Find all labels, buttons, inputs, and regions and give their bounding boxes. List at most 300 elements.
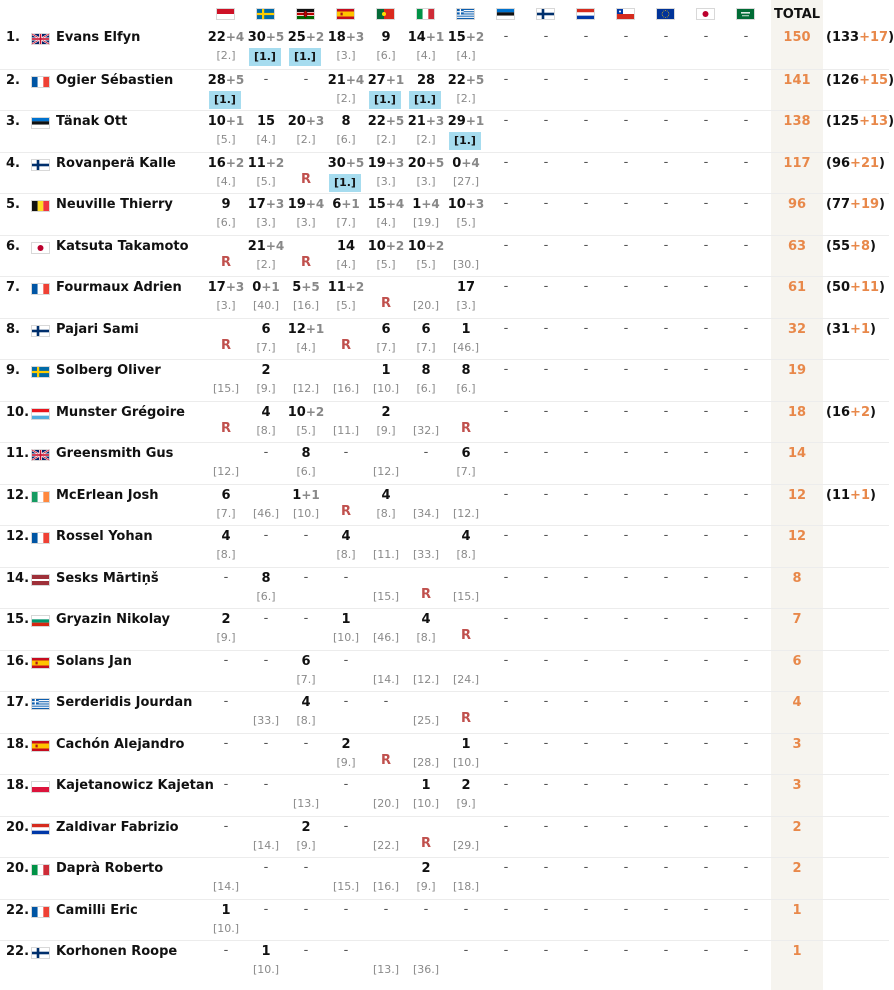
rally-result-cell (406, 775, 446, 815)
rally-result-cell (486, 941, 526, 981)
rally-result-cell (446, 153, 486, 193)
rally-result-cell (246, 360, 286, 400)
rally-result-cell (726, 443, 766, 483)
driver-name[interactable]: Fourmaux Adrien (56, 280, 182, 295)
base-points: 55 (831, 238, 851, 254)
finish-position: [25.] (412, 714, 440, 727)
driver-name[interactable]: Solans Jan (56, 653, 132, 669)
finish-position: [9.] (216, 631, 236, 644)
points-value: 1 (341, 612, 351, 627)
total-points: 61 (787, 280, 807, 295)
rally-result-cell (566, 360, 606, 400)
rally-result-cell (206, 858, 246, 898)
driver-position: 7. (6, 280, 20, 295)
no-result-dash: - (583, 777, 589, 792)
nationality-flag-icon (31, 532, 50, 544)
rally-result-cell (326, 900, 366, 940)
rally-result-cell (606, 858, 646, 898)
no-result-dash: - (503, 237, 509, 253)
rally-points (406, 156, 446, 171)
points-value: 10 (367, 238, 386, 254)
no-result-dash: - (623, 818, 629, 834)
no-result-dash: - (583, 403, 589, 419)
no-result-dash: - (743, 694, 749, 709)
rally-result-cell (646, 27, 686, 67)
no-result-dash: - (703, 486, 709, 502)
table-row (0, 857, 889, 899)
no-result-dash: - (343, 943, 349, 958)
rally-points (446, 446, 486, 461)
driver-name[interactable]: Tänak Ott (56, 114, 128, 129)
points-value: 4 (381, 487, 391, 503)
rally-result-cell (566, 194, 606, 234)
rally-points (366, 114, 406, 129)
points-value: 30 (327, 155, 346, 171)
no-result-dash: - (703, 113, 709, 128)
no-result-dash: - (263, 652, 269, 668)
total-points: 3 (792, 778, 802, 793)
driver-name[interactable]: Katsuta Takamoto (56, 238, 189, 254)
nationality-flag-icon (31, 657, 50, 669)
finish-position: [2.] (256, 257, 276, 271)
no-result-dash: - (583, 818, 589, 834)
rally-points (206, 156, 246, 171)
rally-points (326, 529, 366, 544)
finish-position: [7.] (296, 672, 316, 686)
rally-result-cell (406, 651, 446, 691)
points-value: 29 (447, 114, 466, 129)
rally-result-cell (526, 609, 566, 649)
sweden-rally-flag-icon[interactable] (256, 8, 275, 20)
rally-result-cell (206, 319, 246, 359)
no-result-dash: - (503, 154, 509, 170)
rally-result-cell (286, 941, 326, 981)
rally-result-cell (366, 692, 406, 732)
no-result-dash: - (703, 818, 709, 834)
no-result-dash: - (583, 860, 589, 875)
points-value: 6 (221, 487, 231, 503)
retired-marker: R (380, 296, 391, 311)
no-result-dash: - (743, 611, 749, 626)
rally-result-cell (406, 568, 446, 608)
driver-name[interactable]: Sesks Mārtiņš (56, 570, 159, 586)
rally-points (326, 239, 366, 254)
total-points: 2 (792, 819, 802, 835)
greece-rally-flag-icon[interactable] (456, 8, 475, 20)
rally-result-cell (406, 27, 446, 67)
rally-result-cell (566, 900, 606, 940)
bonus-total: +1 (850, 487, 870, 503)
rally-result-cell (566, 734, 606, 774)
total-points: 18 (787, 404, 807, 420)
rally-points (326, 156, 366, 171)
rally-result-cell (646, 775, 686, 815)
rally-result-cell (686, 111, 726, 151)
breakdown-close-paren: ) (879, 197, 885, 212)
no-result-dash: - (543, 735, 549, 751)
bonus-points: +2 (425, 238, 445, 253)
no-result-dash: - (743, 403, 749, 419)
driver-name[interactable]: Evans Elfyn (56, 30, 141, 45)
no-result-dash: - (703, 237, 709, 253)
points-value: 20 (407, 155, 426, 171)
rally-points (246, 322, 286, 337)
rally-result-cell (326, 485, 366, 525)
rally-result-cell (326, 319, 366, 359)
nationality-flag-icon (31, 574, 50, 586)
rally-result-cell (606, 526, 646, 566)
no-result-dash: - (583, 154, 589, 170)
driver-name[interactable]: Ogier Sébastien (56, 72, 174, 88)
finish-position: [3.] (336, 49, 356, 62)
rally-result-cell (606, 236, 646, 276)
rally-points (326, 73, 366, 88)
no-result-dash: - (663, 320, 669, 336)
rally-result-cell (606, 900, 646, 940)
bonus-points: +3 (425, 114, 445, 128)
rally-points (366, 156, 406, 171)
points-value: 2 (381, 404, 391, 420)
finish-position: [24.] (452, 672, 480, 686)
bonus-points: +4 (461, 155, 480, 170)
bonus-points: +5 (345, 155, 365, 170)
driver-name[interactable]: Korhonen Roope (56, 944, 178, 959)
bonus-points: +5 (385, 114, 405, 128)
no-result-dash: - (663, 818, 669, 834)
finish-position: [4.] (416, 49, 436, 62)
rally-result-cell (206, 941, 246, 981)
finish-position: [6.] (256, 589, 276, 603)
rally-result-cell (206, 111, 246, 151)
bonus-total: +8 (850, 238, 870, 254)
nationality-flag-icon (31, 408, 50, 420)
rally-result-cell (606, 734, 646, 774)
total-points: 19 (787, 363, 807, 378)
rally-points (366, 488, 406, 503)
total-points: 63 (787, 238, 807, 254)
no-result-dash: - (623, 528, 629, 543)
no-result-dash: - (743, 528, 749, 543)
points-value: 5 (292, 280, 302, 295)
no-result-dash: - (663, 777, 669, 792)
points-breakdown (826, 73, 894, 88)
base-points: 77 (831, 197, 851, 212)
no-result-dash: - (503, 569, 509, 585)
points-value: 21 (327, 72, 346, 88)
rally-result-cell (606, 692, 646, 732)
rally-result-cell (646, 609, 686, 649)
italy-rally-flag-icon[interactable] (416, 8, 435, 20)
driver-name[interactable]: Kajetanowicz Kajetan (56, 778, 214, 793)
driver-position: 8. (6, 321, 20, 337)
table-row (0, 401, 889, 443)
finish-position: [10.] (292, 506, 320, 520)
estonia-rally-flag-icon[interactable] (496, 8, 515, 20)
finish-position: [11.] (332, 423, 360, 437)
points-value: 11 (247, 155, 266, 171)
no-result-dash: - (223, 943, 229, 958)
no-result-dash: - (543, 901, 549, 917)
rally-result-cell (686, 692, 726, 732)
finish-position: [46.] (252, 506, 280, 520)
nationality-flag-icon (31, 325, 50, 337)
driver-name[interactable]: Gryazin Nikolay (56, 612, 170, 627)
monaco-rally-flag-icon[interactable] (216, 8, 235, 20)
rally-result-cell (526, 70, 566, 110)
points-value: 8 (261, 570, 271, 586)
total-points: 2 (792, 861, 802, 876)
rally-result-cell (406, 858, 446, 898)
nationality-flag-icon (31, 366, 50, 378)
driver-name[interactable]: McErlean Josh (56, 487, 159, 503)
rally-result-cell (566, 70, 606, 110)
rally-result-cell (606, 651, 646, 691)
no-result-dash: - (503, 528, 509, 543)
no-result-dash: - (383, 694, 389, 709)
base-points: 125 (831, 114, 860, 129)
driver-name[interactable]: Daprà Roberto (56, 861, 164, 876)
no-result-dash: - (583, 735, 589, 751)
points-value: 30 (247, 30, 266, 45)
nationality-flag-icon (31, 159, 50, 171)
no-result-dash: - (503, 611, 509, 626)
points-value: 19 (287, 197, 306, 212)
finish-position: [8.] (376, 506, 396, 520)
retired-marker: R (380, 752, 391, 768)
driver-name[interactable]: Neuville Thierry (56, 197, 173, 212)
rally-result-cell (486, 360, 526, 400)
chile-rally-flag-icon[interactable] (616, 8, 635, 20)
rally-result-cell (286, 277, 326, 317)
rally-result-cell (686, 485, 726, 525)
winner-badge: [1.] (289, 48, 321, 66)
kenya-rally-flag-icon[interactable] (296, 8, 315, 20)
rally-result-cell (526, 485, 566, 525)
rally-points (446, 529, 486, 544)
rally-result-cell (246, 319, 286, 359)
bonus-points: +5 (265, 30, 285, 44)
finish-position: [4.] (296, 340, 316, 354)
rally-result-cell (246, 402, 286, 442)
nationality-flag-icon (31, 698, 50, 710)
rally-result-cell (446, 277, 486, 317)
no-result-dash: - (543, 71, 549, 87)
finish-position: [22.] (372, 838, 400, 852)
no-result-dash: - (583, 943, 589, 958)
total-header: TOTAL (773, 7, 821, 22)
no-result-dash: - (503, 818, 509, 834)
driver-name[interactable]: Greensmith Gus (56, 446, 174, 461)
breakdown-open-paren: ( (826, 321, 832, 337)
finish-position: [12.] (452, 506, 480, 520)
no-result-dash: - (263, 611, 269, 626)
rally-points (246, 363, 286, 378)
rally-result-cell (446, 568, 486, 608)
no-result-dash: - (743, 320, 749, 336)
driver-name[interactable]: Camilli Eric (56, 902, 138, 918)
finish-position: [14.] (212, 880, 240, 893)
rally-result-cell (206, 277, 246, 317)
finish-position: [40.] (252, 299, 280, 312)
rally-result-cell (286, 692, 326, 732)
rally-result-cell (246, 775, 286, 815)
finish-position: [15.] (452, 589, 480, 603)
portugal-rally-flag-icon[interactable] (376, 8, 395, 20)
no-result-dash: - (703, 943, 709, 958)
rally-result-cell (566, 111, 606, 151)
rally-points (286, 654, 326, 669)
rally-result-cell (566, 568, 606, 608)
rally-result-cell (446, 775, 486, 815)
points-breakdown (826, 488, 876, 503)
driver-position: 4. (6, 155, 20, 171)
rally-result-cell (726, 485, 766, 525)
no-result-dash: - (583, 320, 589, 336)
rally-points (446, 280, 486, 295)
driver-position: 20. (6, 819, 30, 835)
rally-result-cell (606, 817, 646, 857)
rally-result-cell (526, 817, 566, 857)
breakdown-close-paren: ) (870, 487, 876, 503)
rally-result-cell (246, 194, 286, 234)
driver-name[interactable]: Rovanperä Kalle (56, 155, 176, 171)
rally-result-cell (686, 941, 726, 981)
no-result-dash: - (623, 237, 629, 253)
no-result-dash: - (623, 777, 629, 792)
rally-result-cell (286, 443, 326, 483)
rally-result-cell (366, 443, 406, 483)
driver-name[interactable]: Rossel Yohan (56, 529, 153, 544)
finland-rally-flag-icon[interactable] (536, 8, 555, 20)
driver-name[interactable]: Pajari Sami (56, 321, 139, 337)
rally-points (286, 197, 326, 212)
rally-points (406, 322, 446, 337)
driver-position: 16. (6, 653, 30, 669)
points-breakdown (826, 197, 885, 212)
no-result-dash: - (743, 777, 749, 792)
driver-name[interactable]: Solberg Oliver (56, 363, 161, 378)
rally-result-cell (486, 609, 526, 649)
rally-result-cell (446, 194, 486, 234)
nationality-flag-icon (31, 906, 50, 918)
total-points: 117 (783, 155, 811, 171)
rally-result-cell (726, 319, 766, 359)
nationality-flag-icon (31, 76, 50, 88)
total-points: 12 (787, 529, 807, 544)
bonus-points: +3 (385, 155, 405, 170)
no-result-dash: - (583, 113, 589, 128)
rally-result-cell (686, 817, 726, 857)
rally-result-cell (446, 70, 486, 110)
rally-result-cell (406, 70, 446, 110)
bonus-points: +3 (465, 197, 485, 211)
no-result-dash: - (343, 901, 349, 917)
rally-result-cell (286, 236, 326, 276)
no-result-dash: - (463, 943, 469, 958)
driver-name[interactable]: Serderidis Jourdan (56, 695, 193, 710)
rally-result-cell (606, 568, 646, 608)
rally-result-cell (206, 194, 246, 234)
retired-marker: R (340, 503, 351, 519)
rally-result-cell (686, 900, 726, 940)
points-value: 8 (461, 363, 471, 378)
rally-result-cell (606, 70, 646, 110)
rally-result-cell (686, 443, 726, 483)
rally-result-cell (406, 941, 446, 981)
breakdown-open-paren: ( (826, 280, 832, 295)
paraguay-rally-flag-icon[interactable] (576, 8, 595, 20)
rally-result-cell (366, 27, 406, 67)
no-result-dash: - (543, 279, 549, 294)
no-result-dash: - (743, 237, 749, 253)
rally-result-cell (286, 526, 326, 566)
breakdown-open-paren: ( (826, 404, 832, 420)
no-result-dash: - (663, 237, 669, 253)
bonus-points: +2 (465, 30, 485, 44)
rally-result-cell (486, 651, 526, 691)
eu-rally-flag-icon[interactable] (656, 8, 675, 20)
spain-rally-flag-icon[interactable] (336, 8, 355, 20)
points-value: 14 (407, 30, 426, 45)
rally-result-cell (486, 111, 526, 151)
rally-result-cell (406, 443, 446, 483)
rally-result-cell (686, 153, 726, 193)
rally-result-cell (366, 775, 406, 815)
rally-points (286, 446, 326, 461)
driver-name[interactable]: Zaldivar Fabrizio (56, 819, 179, 835)
rally-result-cell (406, 236, 446, 276)
rally-result-cell (446, 734, 486, 774)
driver-name[interactable]: Munster Grégoire (56, 404, 185, 420)
driver-position: 20. (6, 861, 30, 876)
no-result-dash: - (743, 71, 749, 87)
rally-result-cell (406, 692, 446, 732)
rally-result-cell (326, 941, 366, 981)
japan-rally-flag-icon[interactable] (696, 8, 715, 20)
rally-result-cell (246, 443, 286, 483)
bonus-total: +15 (859, 72, 889, 88)
rally-result-cell (486, 236, 526, 276)
finish-position: [3.] (416, 174, 436, 188)
finish-position: [10.] (412, 797, 440, 810)
driver-name[interactable]: Cachón Alejandro (56, 736, 185, 752)
finish-position: [12.] (412, 672, 440, 686)
rally-result-cell (606, 153, 646, 193)
rally-result-cell (486, 319, 526, 359)
rally-result-cell (646, 194, 686, 234)
driver-position: 6. (6, 238, 20, 254)
saudi-rally-flag-icon[interactable] (736, 8, 755, 20)
nationality-flag-icon (31, 823, 50, 835)
rally-result-cell (486, 858, 526, 898)
rally-result-cell (606, 609, 646, 649)
bonus-total: +13 (859, 114, 889, 129)
no-result-dash: - (743, 901, 749, 917)
rally-points (406, 363, 446, 378)
rally-result-cell (606, 319, 646, 359)
no-result-dash: - (663, 943, 669, 958)
rally-result-cell (526, 319, 566, 359)
rally-result-cell (206, 568, 246, 608)
no-result-dash: - (703, 71, 709, 87)
no-result-dash: - (703, 362, 709, 377)
rally-points (206, 114, 246, 129)
points-value: 4 (221, 529, 231, 544)
no-result-dash: - (743, 735, 749, 751)
breakdown-open-paren: ( (826, 155, 832, 171)
rally-points (246, 197, 286, 212)
no-result-dash: - (503, 901, 509, 917)
